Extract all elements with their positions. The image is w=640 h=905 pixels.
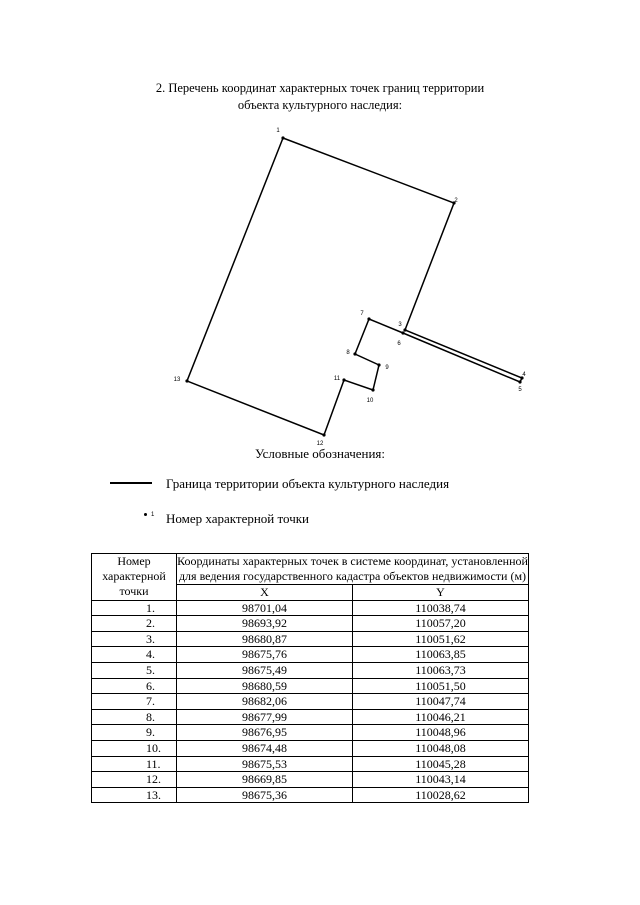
boundary-polyline <box>187 138 522 435</box>
point-label: 1 <box>276 128 280 134</box>
row-number: 8. <box>92 709 177 725</box>
row-number: 13. <box>92 787 177 803</box>
legend-point-number: 1 <box>151 512 155 518</box>
table-row <box>92 678 529 694</box>
point-label: 11 <box>333 376 341 382</box>
row-y: 110028,62 <box>353 787 529 803</box>
coordinates-table <box>91 553 529 803</box>
point-dot-icon <box>144 513 147 516</box>
boundary-point <box>371 388 374 391</box>
row-number: 3. <box>92 631 177 647</box>
row-y: 110046,21 <box>353 709 529 725</box>
row-x: 98701,04 <box>177 600 353 616</box>
point-label: 5 <box>518 387 522 393</box>
boundary-lines <box>187 138 522 435</box>
row-x: 98680,87 <box>177 631 353 647</box>
legend-boundary-label: Граница территории объекта культурного наследия <box>166 476 450 491</box>
title-line-2: объекта культурного наследия: <box>237 98 403 112</box>
point-label: 13 <box>173 377 181 383</box>
row-number: 12. <box>92 772 177 788</box>
row-y: 110063,73 <box>353 662 529 678</box>
boundary-point <box>403 328 406 331</box>
row-number: 1. <box>92 600 177 616</box>
row-x: 98677,99 <box>177 709 353 725</box>
row-y: 110051,62 <box>353 631 529 647</box>
row-x: 98680,59 <box>177 678 353 694</box>
table-row <box>92 694 529 710</box>
row-y: 110043,14 <box>353 772 529 788</box>
table-row <box>92 772 529 788</box>
row-x: 98675,36 <box>177 787 353 803</box>
legend-boundary-line <box>110 482 152 484</box>
boundary-point <box>281 136 284 139</box>
row-number: 9. <box>92 725 177 741</box>
row-y: 110051,50 <box>353 678 529 694</box>
point-label: 8 <box>346 350 350 356</box>
point-label: 10 <box>366 398 374 404</box>
boundary-point <box>377 363 380 366</box>
row-number: 7. <box>92 694 177 710</box>
legend-title: Условные обозначения: <box>254 446 386 461</box>
table-row <box>92 647 529 663</box>
boundary-point <box>518 380 521 383</box>
row-x: 98674,48 <box>177 740 353 756</box>
boundary-point <box>353 352 356 355</box>
row-y: 110038,74 <box>353 600 529 616</box>
row-number: 11. <box>92 756 177 772</box>
header-y: Y <box>353 585 529 601</box>
boundary-point <box>185 379 188 382</box>
point-label: 6 <box>397 341 401 347</box>
row-number: 6. <box>92 678 177 694</box>
point-label: 4 <box>522 372 526 378</box>
table-row <box>92 787 529 803</box>
point-label: 2 <box>454 198 458 204</box>
header-x: X <box>177 585 353 601</box>
point-label: 9 <box>385 365 389 371</box>
point-label: 12 <box>316 441 324 445</box>
point-label: 7 <box>360 311 364 317</box>
boundary-plan <box>0 0 640 445</box>
boundary-point <box>367 317 370 320</box>
row-x: 98693,92 <box>177 616 353 632</box>
legend-point-label: Номер характерной точки <box>166 511 309 526</box>
table-row <box>92 662 529 678</box>
row-number: 5. <box>92 662 177 678</box>
row-x: 98675,49 <box>177 662 353 678</box>
row-number: 2. <box>92 616 177 632</box>
table-row <box>92 709 529 725</box>
table-row <box>92 631 529 647</box>
row-x: 98676,95 <box>177 725 353 741</box>
boundary-point <box>342 378 345 381</box>
row-x: 98675,76 <box>177 647 353 663</box>
table-row <box>92 756 529 772</box>
row-y: 110048,96 <box>353 725 529 741</box>
row-y: 110048,08 <box>353 740 529 756</box>
boundary-points <box>174 128 527 445</box>
header-point-number: Номер характерной точки <box>92 554 177 601</box>
title-line-1: 2. Перечень координат характерных точек границ территории <box>155 81 485 95</box>
coordinates-body <box>92 600 529 803</box>
header-coordinates: Координаты характерных точек в системе координат, установленной для ведения государственного кадастра объектов недвижимости (м) <box>177 554 528 583</box>
boundary-point <box>401 331 404 334</box>
row-y: 110063,85 <box>353 647 529 663</box>
row-number: 10. <box>92 740 177 756</box>
table-row <box>92 616 529 632</box>
row-x: 98682,06 <box>177 694 353 710</box>
table-row <box>92 600 529 616</box>
row-x: 98675,53 <box>177 756 353 772</box>
row-y: 110045,28 <box>353 756 529 772</box>
table-row <box>92 725 529 741</box>
row-x: 98669,85 <box>177 772 353 788</box>
legend-point-marker <box>144 512 154 518</box>
row-y: 110047,74 <box>353 694 529 710</box>
point-label: 3 <box>398 322 402 328</box>
table-row <box>92 740 529 756</box>
row-y: 110057,20 <box>353 616 529 632</box>
row-number: 4. <box>92 647 177 663</box>
boundary-point <box>322 433 325 436</box>
